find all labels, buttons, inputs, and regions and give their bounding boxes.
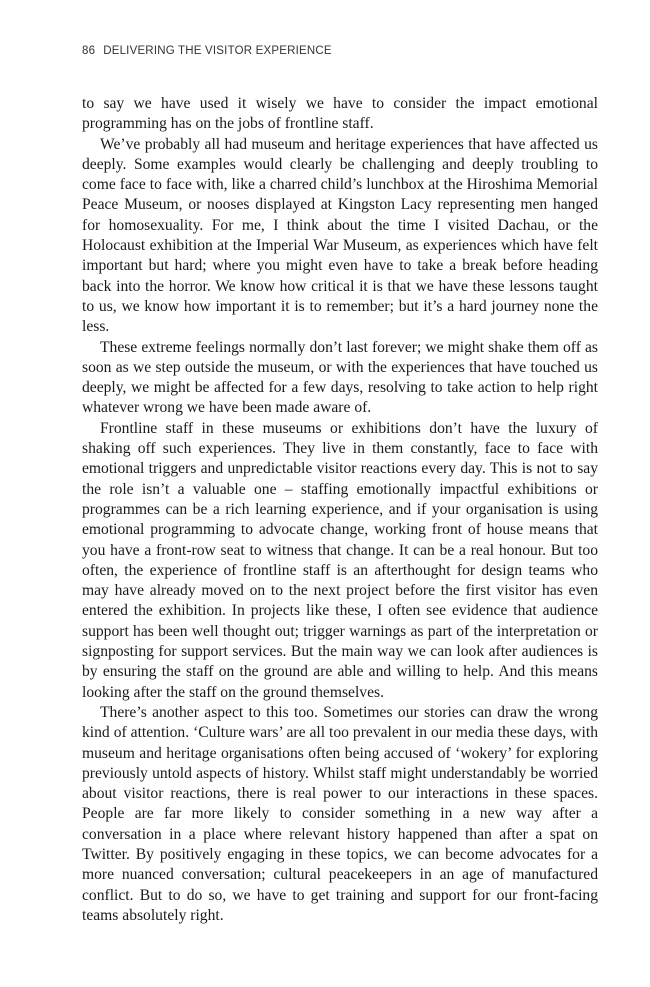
paragraph: We’ve probably all had museum and heritage experiences that have affected us deeply. Some examples would clearly be challenging and deeply troubling to come face to face with, like a charred child’s lunchbox at the Hiroshima Memorial Peace Museum, or nooses displayed at Kingston Lacy representing men hanged for homosexuality. For me, I think about the time I visited Dachau, or the Holocaust exhibition at the Imperial War Museum, as experiences which have felt important but hard; where you might even have to take a break before heading back into the horror. We know how critical it is that we have these lessons taught to us, we know how important it is to remember; but it’s a hard journey none the less. [82, 135, 598, 336]
paragraph: These extreme feelings normally don’t last forever; we might shake them off as soon as we step outside the museum, or with the experiences that have touched us deeply, we might be affected for a few days, resolving to take action to help right whatever wrong we have been made aware of. [82, 338, 598, 417]
body-text [82, 94, 598, 926]
book-page [82, 42, 598, 926]
running-header [82, 42, 598, 60]
running-title: DELIVERING THE VISITOR EXPERIENCE [103, 45, 332, 57]
page-number: 86 [82, 45, 96, 57]
paragraph: There’s another aspect to this too. Sometimes our stories can draw the wrong kind of attention. ‘Culture wars’ are all too prevalent in our media these days, with museum and heritage organisations often being accused of ‘wokery’ for exploring previously untold aspects of history. Whilst staff might understandably be worried about visitor reactions, there is real power to our interactions in these spaces. People are far more likely to consider something in a new way after a conversation in a place where relevant history happened than after a spat on Twitter. By positively engaging in these topics, we can become advocates for a more nuanced conversation; cultural peacekeepers in an age of manufactured conflict. But to do so, we have to get training and support for our front-facing teams absolutely right. [82, 703, 598, 924]
paragraph-continuation: to say we have used it wisely we have to consider the impact emotional programming has on the jobs of frontline staff. [82, 95, 598, 133]
paragraph: Frontline staff in these museums or exhibitions don’t have the luxury of shaking off such experiences. They live in them constantly, face to face with emotional triggers and unpredictable visitor reactions every day. This is not to say the role isn’t a valuable one – staffing emotionally impactful exhibitions or programmes can be a rich learning experience, and if your organisation is using emotional programming to advocate change, working front of house means that you have a front-row seat to witness that change. It can be a real honour. But too often, the experience of frontline staff is an afterthought for design teams who may have already moved on to the next project before the first visitor has even entered the exhibition. In projects like these, I often see evidence that audience support has been well thought out; trigger warnings as part of the interpretation or signposting for support services. But the main way we can look after audiences is by ensuring the staff on the ground are able and willing to help. And this means looking after the staff on the ground themselves. [82, 419, 598, 701]
